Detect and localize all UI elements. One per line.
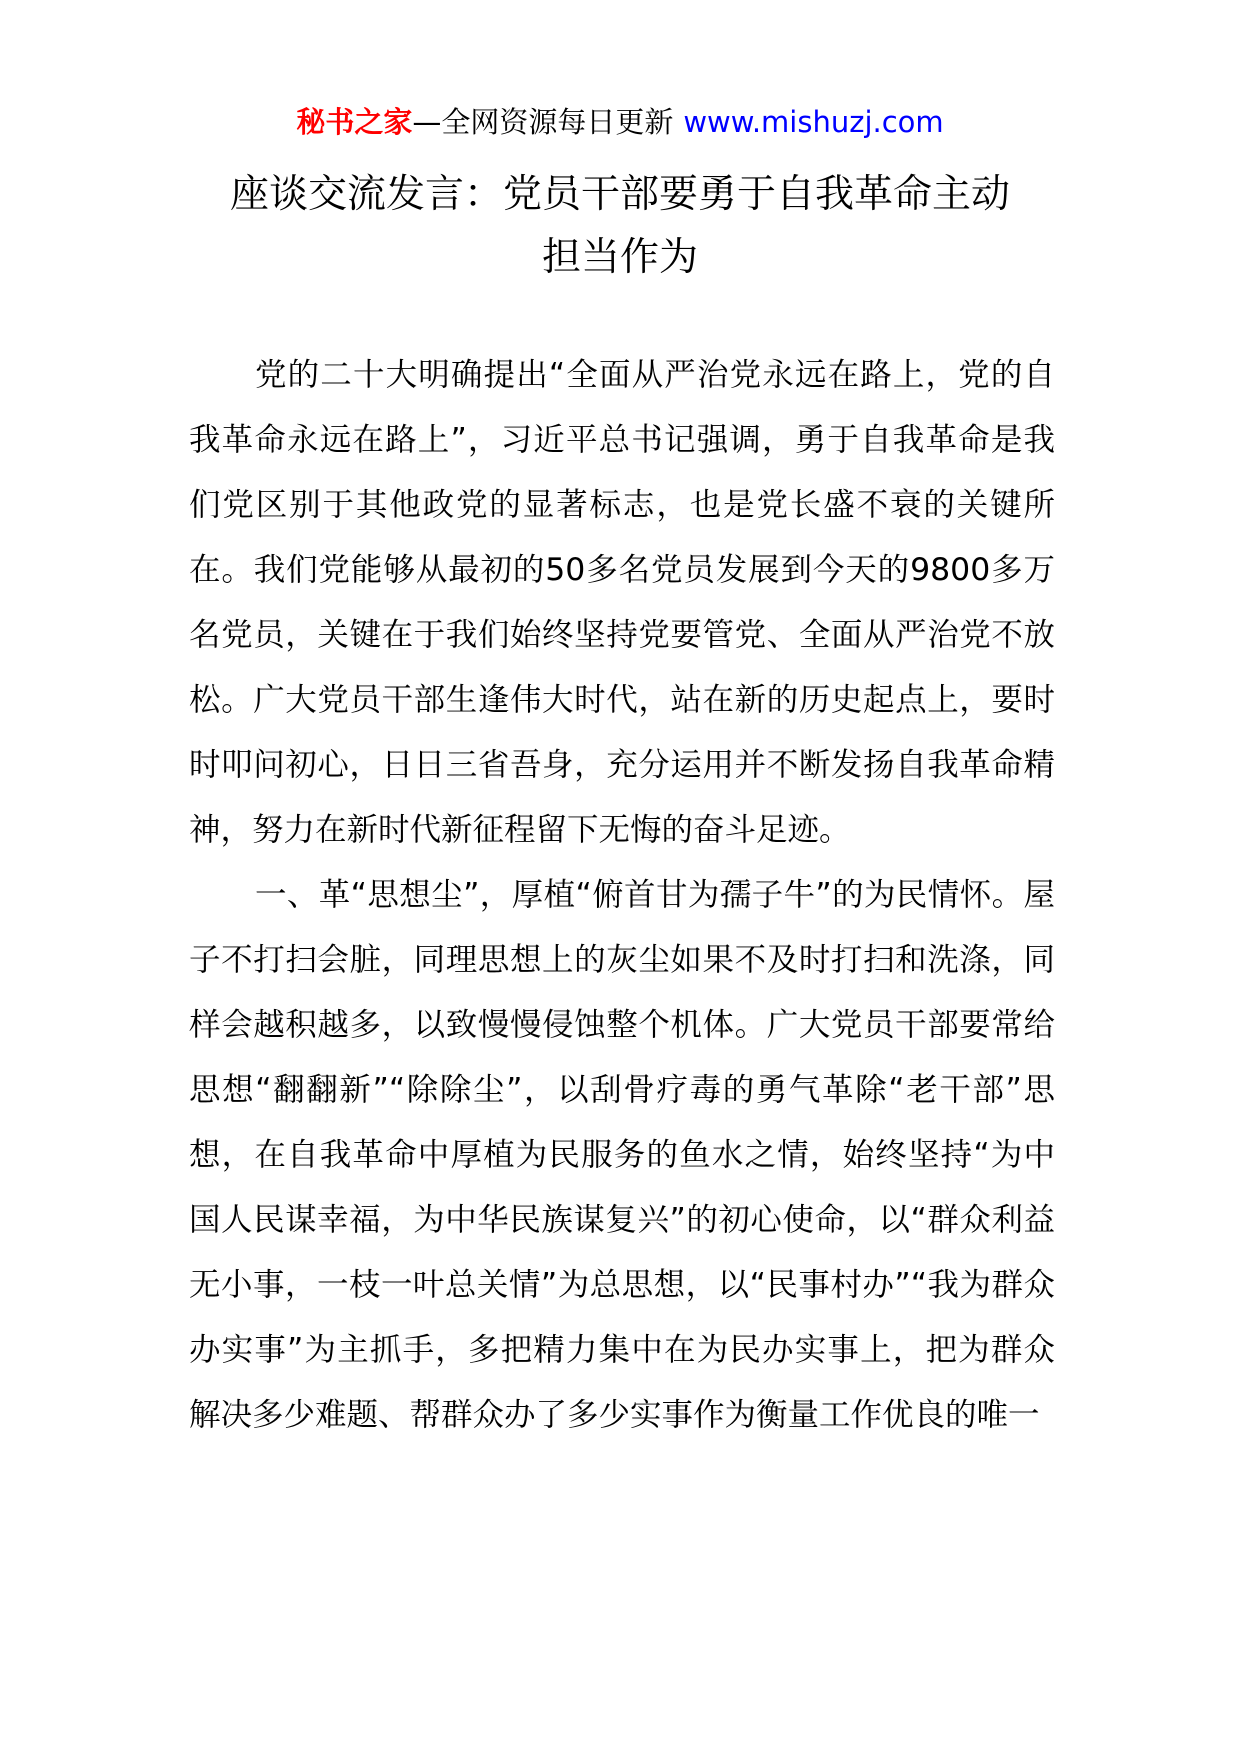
title-line-2: 担当作为 bbox=[541, 235, 698, 280]
document-body bbox=[189, 343, 1055, 1448]
section-1-heading: 一、革“思想尘”，厚植“俯首甘为孺子牛”的为民情怀。 bbox=[255, 877, 1024, 913]
intro-paragraph: 党的二十大明确提出“全面从严治党永远在路上，党的自我革命永远在路上”，习近平总书记强调，勇于自我革命是我们党区别于其他政党的显著标志，也是党长盛不衰的关键所在。我们党能够从最初的50多名党员发展到今天的9800多万名党员，关键在于我们始终坚持党要管党、全面从严治党不放松。广大党员干部生逢伟大时代，站在新的历史起点上，要时时叩问初心，日日三省吾身，充分运用并不断发扬自我革命精神，努力在新时代新征程留下无悔的奋斗足迹。 bbox=[189, 357, 1055, 848]
brand-name: 秘书之家 bbox=[296, 105, 413, 139]
header-tagline: —全网资源每日更新 bbox=[412, 105, 674, 139]
section-1-body: 屋子不打扫会脏，同理思想上的灰尘如果不及时打扫和洗涤，同样会越积越多，以致慢慢侵蚀整个机体。广大党员干部要常给思想“翻翻新”“除除尘”，以刮骨疗毒的勇气革除“老干部”思想，在自我革命中厚植为民服务的鱼水之情，始终坚持“为中国人民谋幸福，为中华民族谋复兴”的初心使命，以“群众利益无小事，一枝一叶总关情”为总思想，以“民事村办”“我为群众办实事”为主抓手，多把精力集中在为民办实事上，把为群众解决多少难题、帮群众办了多少实事作为衡量工作优良的唯一 bbox=[189, 877, 1055, 1433]
site-url-link[interactable]: www.mishuzj.com bbox=[683, 105, 944, 139]
section-1-paragraph bbox=[189, 863, 1055, 1448]
title-line-1: 座谈交流发言：党员干部要勇于自我革命主动 bbox=[229, 172, 1010, 217]
document-title bbox=[170, 163, 1070, 289]
site-header bbox=[0, 102, 1240, 142]
